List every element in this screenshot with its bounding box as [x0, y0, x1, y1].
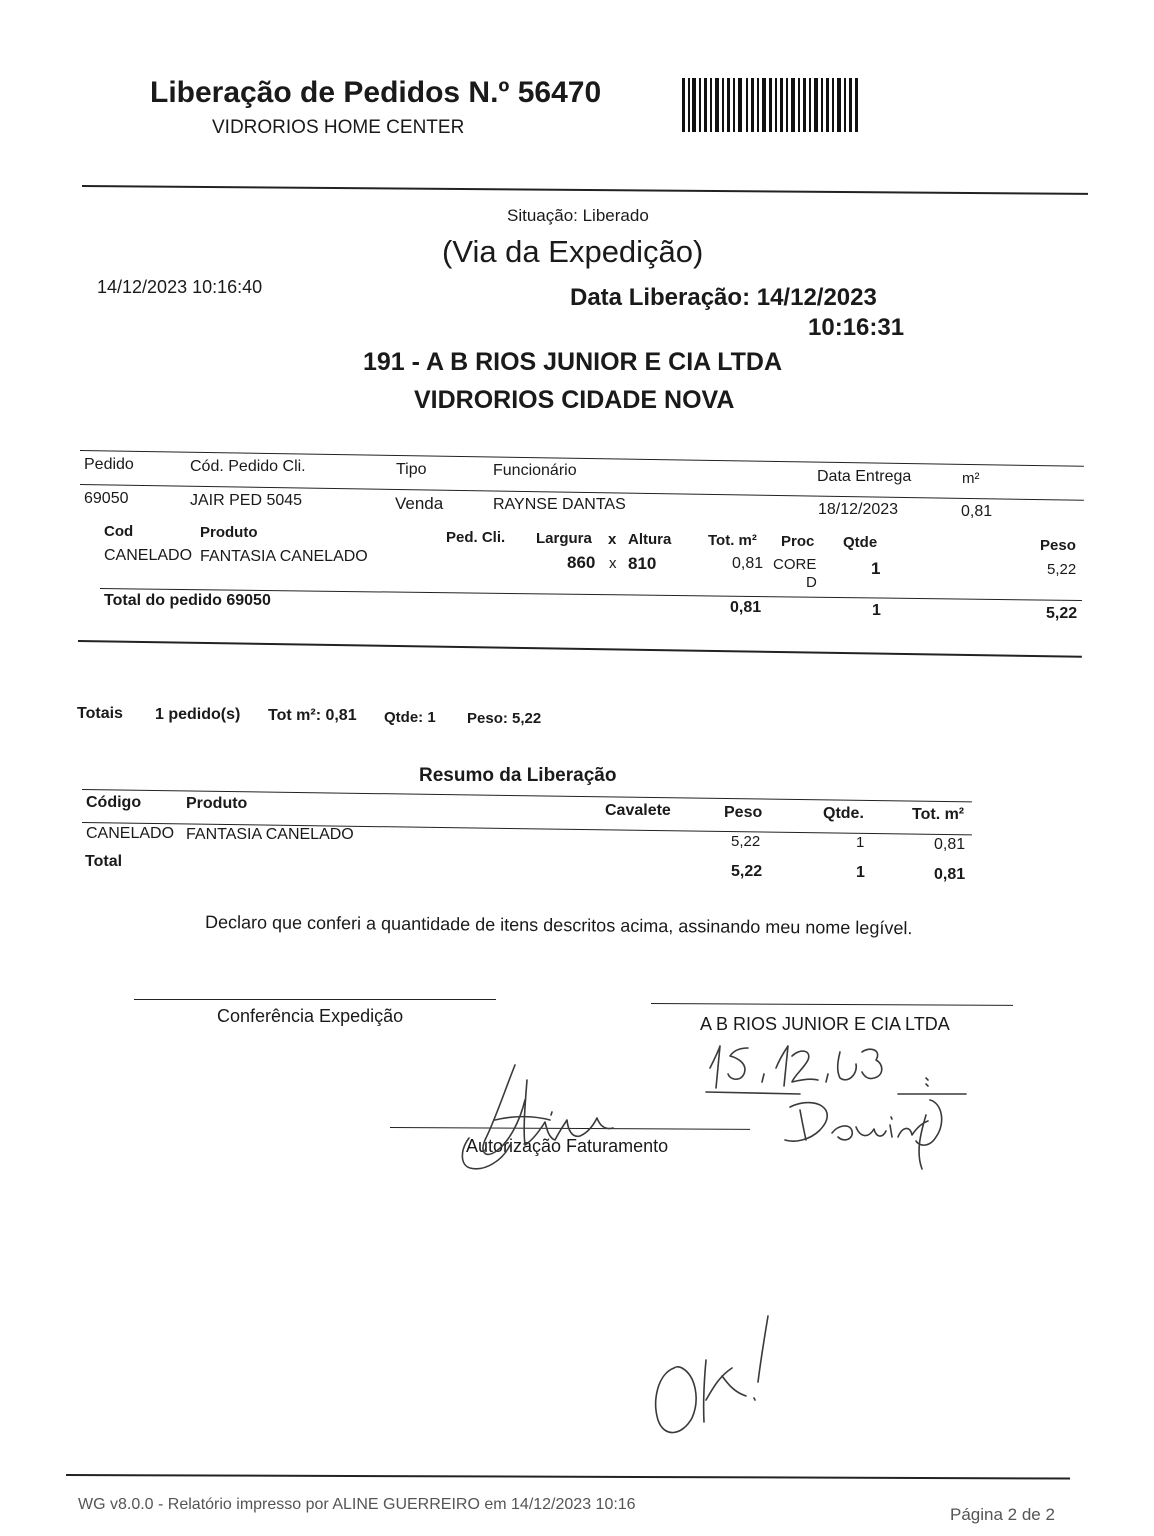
handwritten-note	[648, 1310, 788, 1440]
item-header-altura: Altura	[628, 531, 672, 548]
totals-tot-m2: Tot m²: 0,81	[268, 707, 357, 724]
summary-total-tot-m2: 0,81	[934, 866, 966, 883]
company-name: VIDRORIOS HOME CENTER	[212, 117, 465, 138]
document-title: Liberação de Pedidos N.º 56470	[150, 76, 602, 109]
order-table-bottom-rule	[78, 640, 1082, 658]
item-proc: CORE	[773, 556, 817, 573]
client-name: 191 - A B RIOS JUNIOR E CIA LTDA	[363, 348, 783, 376]
item-header-tot-m2: Tot. m²	[708, 532, 757, 549]
summary-header-qtde: Qtde.	[823, 805, 864, 822]
totals-peso: Peso: 5,22	[467, 710, 542, 727]
signature-line-company	[651, 1003, 1013, 1006]
summary-header-cavalete: Cavalete	[605, 802, 671, 819]
declaration-text: Declaro que conferi a quantidade de itens descritos acima, assinando meu nome legível.	[204, 912, 913, 939]
item-header-produto: Produto	[200, 524, 258, 541]
signature-line-conferencia	[134, 999, 496, 1000]
client-branch: VIDRORIOS CIDADE NOVA	[414, 386, 735, 414]
footer-page-number: Página 2 de 2	[950, 1505, 1055, 1524]
via-label: (Via da Expedição)	[442, 234, 704, 269]
summary-header-peso: Peso	[724, 804, 763, 821]
item-header-x: x	[608, 531, 617, 548]
item-proc-cont: D	[806, 574, 817, 591]
conferencia-label: Conferência Expedição	[217, 1006, 404, 1026]
summary-header-codigo: Código	[86, 794, 142, 811]
order-total-peso: 5,22	[1046, 605, 1078, 622]
item-x: x	[609, 555, 617, 572]
item-header-proc: Proc	[781, 533, 815, 550]
summary-total-qtde: 1	[856, 864, 865, 881]
footer-printed-by: WG v8.0.0 - Relatório impresso por ALINE GUERREIRO em 14/12/2023 10:16	[78, 1496, 636, 1513]
order-total-m2: 0,81	[730, 599, 762, 616]
status-text: Situação: Liberado	[507, 206, 649, 225]
item-header-ped-cli: Ped. Cli.	[446, 529, 506, 546]
barcode-icon	[680, 78, 860, 134]
totals-qtde: Qtde: 1	[384, 709, 436, 726]
order-m2: 0,81	[961, 503, 993, 520]
col-header-funcionario: Funcionário	[493, 462, 577, 479]
handwritten-signature-aline	[455, 1060, 625, 1175]
order-tipo: Venda	[395, 494, 444, 513]
order-total-label: Total do pedido 69050	[104, 592, 271, 609]
summary-title: Resumo da Liberação	[419, 765, 617, 786]
col-header-cod-pedido-cli: Cód. Pedido Cli.	[190, 458, 306, 475]
summary-row-tot-m2: 0,81	[934, 836, 966, 853]
summary-total-peso: 5,22	[731, 863, 763, 880]
order-funcionario: RAYNSE DANTAS	[493, 496, 626, 513]
item-header-peso: Peso	[1040, 537, 1076, 554]
item-qtde: 1	[871, 559, 881, 578]
summary-header-produto: Produto	[186, 795, 248, 812]
item-cod: CANELADO	[104, 547, 193, 564]
summary-row-produto: FANTASIA CANELADO	[186, 826, 354, 843]
release-date-label-text: Data Liberação:	[570, 284, 751, 311]
item-header-cod: Cod	[104, 523, 134, 540]
totals-label: Totais	[77, 705, 123, 722]
col-header-data-entrega: Data Entrega	[817, 468, 912, 485]
totals-pedidos: 1 pedido(s)	[155, 706, 241, 723]
item-altura: 810	[628, 554, 657, 573]
col-header-pedido: Pedido	[84, 456, 134, 473]
summary-row-qtde: 1	[856, 834, 865, 851]
handwritten-signature-daniel	[760, 1085, 960, 1175]
print-datetime: 14/12/2023 10:16:40	[97, 277, 263, 297]
item-header-qtde: Qtde	[843, 534, 878, 551]
summary-row-peso: 5,22	[731, 833, 761, 850]
item-tot-m2: 0,81	[732, 555, 764, 572]
item-produto: FANTASIA CANELADO	[200, 548, 368, 565]
item-peso: 5,22	[1047, 561, 1077, 578]
col-header-m2: m²	[962, 470, 980, 487]
item-largura: 860	[567, 553, 596, 572]
header-divider	[82, 185, 1088, 195]
order-total-qtde: 1	[872, 602, 881, 619]
item-header-largura: Largura	[536, 530, 592, 547]
summary-total-label: Total	[85, 853, 123, 870]
order-cod-pedido-cli: JAIR PED 5045	[190, 492, 303, 509]
col-header-tipo: Tipo	[396, 461, 427, 478]
summary-row-codigo: CANELADO	[86, 825, 175, 842]
footer-divider	[66, 1474, 1070, 1480]
company-signature-label: A B RIOS JUNIOR E CIA LTDA	[700, 1014, 950, 1034]
order-pedido: 69050	[84, 490, 129, 507]
release-date-value: 14/12/2023	[756, 284, 877, 311]
release-date-label	[570, 284, 877, 312]
autorizacao-label: Autorização Faturamento	[466, 1136, 669, 1156]
order-data-entrega: 18/12/2023	[818, 501, 899, 518]
summary-header-tot-m2: Tot. m²	[912, 806, 965, 823]
release-time-value: 10:16:31	[808, 314, 905, 341]
